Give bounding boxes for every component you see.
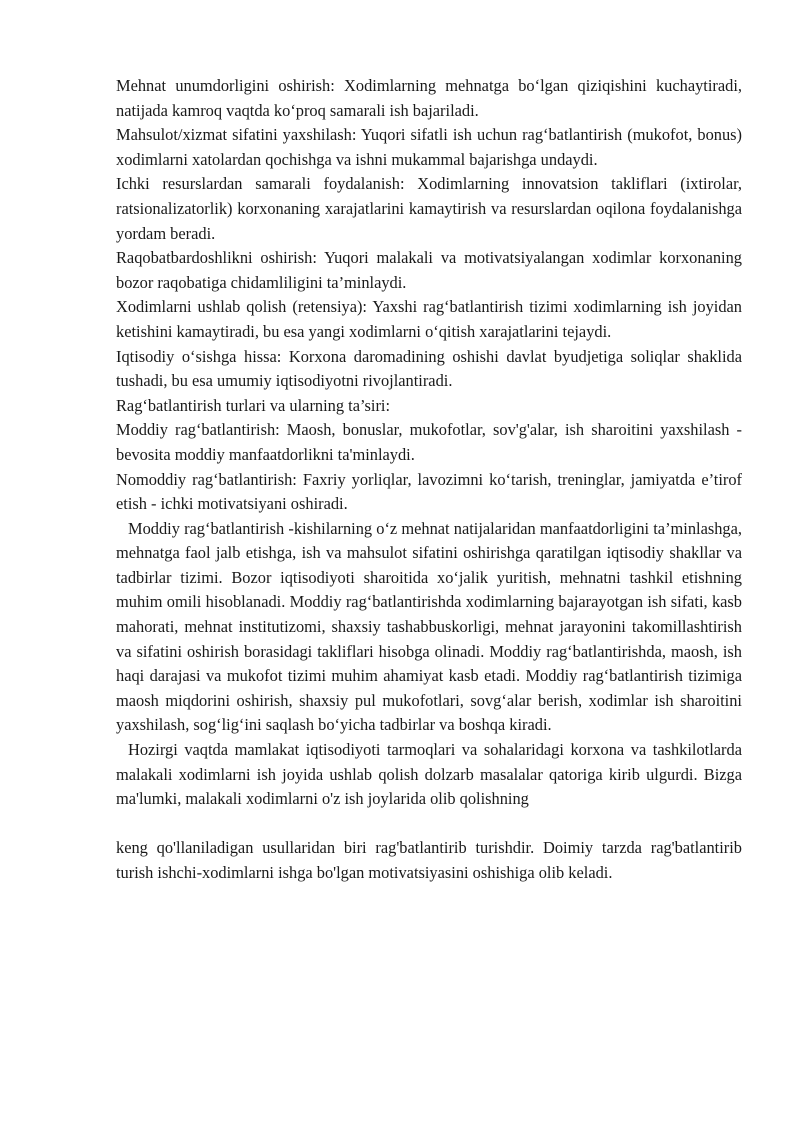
paragraph-non-material-incentives: Nomoddiy rag‘batlantirish: Faxriy yorliqlar, lavozimni ko‘tarish, treninglar, jamiyatda e’tirof etish - ichki motivatsiyani oshiradi. [116,469,742,514]
paragraph-competitiveness: Raqobatbardoshlikni oshirish: Yuqori malakali va motivatsiyalangan xodimlar korxonaning bozor raqobatiga chidamliligini ta’minlaydi. [116,248,742,292]
document-body [116,74,742,886]
paragraph-continuation: keng qo'llaniladigan usullaridan biri rag'batlantirib turishdir. Doimiy tarzda rag'batlantirib turish ishchi-xodimlarni ishga bo'lgan motivatsiyasini oshishiga olib keladi. [116,838,742,882]
paragraph-retention: Xodimlarni ushlab qolish (retensiya): Yaxshi rag‘batlantirish tizimi xodimlarning ish joyidan ketishini kamaytiradi, bu esa yangi xodimlarni o‘qitish xarajatlarini tejaydi. [116,297,742,341]
paragraph-product-quality: Mahsulot/xizmat sifatini yaxshilash: Yuqori sifatli ish uchun rag‘batlantirish (mukofot, bonus) xodimlarni xatolardan qochishga va ishni mukammal bajarishga undaydi. [116,125,742,169]
paragraph-incentive-types-heading: Rag‘batlantirish turlari va ularning ta’siri: [116,395,391,415]
paragraph-material-incentives: Moddiy rag‘batlantirish: Maosh, bonuslar, mukofotlar, sov'g'alar, ish sharoitini yaxshilash - bevosita moddiy manfaatdorlikni ta'minlaydi. [116,420,742,464]
paragraph-economic-growth: Iqtisodiy o‘sishga hissa: Korxona daromadining oshishi davlat byudjetiga soliqlar shaklida tushadi, bu esa umumiy iqtisodiyotni rivojlantiradi. [116,346,742,391]
paragraph-material-incentive-definition: Moddiy rag‘batlantirish -kishilarning o‘z mehnat natijalaridan manfaatdorligini ta’minlashga, mehnatga faol jalb etishga, ish va mahsulot sifatini oshirishga qaratilgan iqtisodiy shakllar va tadbirlar tizimi. Bozor iqtisodiyoti sharoitida xo‘jalik yuritish, mehnatni tashkil etishning muhim omili hisoblanadi. Moddiy rag‘batlantirishda xodimlarning bajarayotgan ish sifati, kasb mahorati, mehnat institutizomi, shaxsiy tashabbuskorligi, mehnat jarayonini takomillashtirish va sifatini oshirish borasidagi takliflari hisobga olinadi. Moddiy rag‘batlantirishda, maosh, ish haqi darajasi va mukofot tizimi muhim ahamiyat kasb etadi. Moddiy rag‘batlantirish tizimiga maosh miqdorini oshirish, shaxsiy pul mukofotlari, sovg‘alar berish, xodimlar ish sharoitini yaxshilash, sog‘lig‘ini saqlash bo‘yicha tadbirlar va boshqa kiradi. [116,518,742,735]
paragraph-current-situation: Hozirgi vaqtda mamlakat iqtisodiyoti tarmoqlari va sohalaridagi korxona va tashkilotlarda malakali xodimlarni ish joyida ushlab qolish dolzarb masalalar qatoriga kirib ulgurdi. Bizga ma'lumki, malakali xodimlarni o'z ish joylarida olib qolishning [116,740,742,809]
paragraph-labor-productivity: Mehnat unumdorligini oshirish: Xodimlarning mehnatga bo‘lgan qiziqishini kuchaytiradi, natijada kamroq vaqtda ko‘proq samarali ish bajariladi. [116,76,742,120]
paragraph-internal-resources: Ichki resurslardan samarali foydalanish: Xodimlarning innovatsion takliflari (ixtirolar, ratsionalizatorlik) korxonaning xarajatlarini kamaytirish va resurslardan oqilona foydalanishga yordam beradi. [116,174,742,243]
